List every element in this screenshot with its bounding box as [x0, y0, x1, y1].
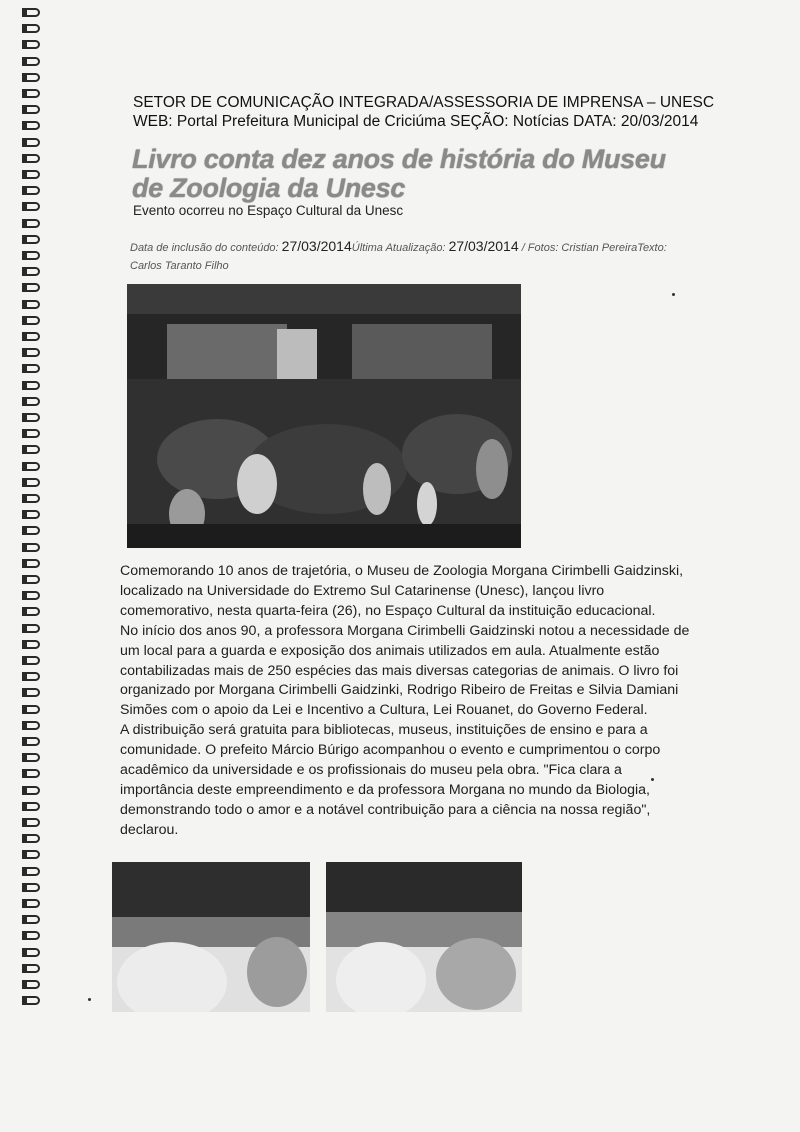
- article-paragraph: No início dos anos 90, a professora Morgana Cirimbelli Gaidzinski notou a necessidade de um local para a guarda e exposição dos animais utilizados em aula. Atualmente estão contabilizadas mais de 250 espécies das mais diversas categorias de animais. O livro foi organizado por Morgana Cirimbelli Gaidzinki, Rodrigo Ribeiro de Freitas e Silvia Damiani Simões com o apoio da Lei e Incentivo a Cultura, Lei Rouanet, do Governo Federal.: [120, 622, 690, 719]
- binding-ring: [22, 834, 40, 843]
- binding-ring: [22, 105, 40, 114]
- binding-ring: [22, 462, 40, 471]
- binding-ring: [22, 543, 40, 552]
- event-photo-left: [112, 862, 310, 1012]
- binding-ring: [22, 883, 40, 892]
- binding-ring: [22, 575, 40, 584]
- binding-ring: [22, 510, 40, 519]
- binding-ring: [22, 948, 40, 957]
- event-photo-right: [326, 862, 522, 1012]
- scan-speck: [651, 778, 654, 781]
- binding-ring: [22, 73, 40, 82]
- binding-ring: [22, 300, 40, 309]
- event-audience-image-left: [112, 862, 310, 1012]
- update-date: 27/03/2014: [448, 238, 519, 254]
- binding-ring: [22, 494, 40, 503]
- binding-ring: [22, 267, 40, 276]
- binding-ring: [22, 24, 40, 33]
- scan-speck: [672, 293, 675, 296]
- binding-ring: [22, 526, 40, 535]
- binding-ring: [22, 688, 40, 697]
- binding-ring: [22, 753, 40, 762]
- header-source-line: WEB: Portal Prefeitura Municipal de Criciúma SEÇÃO: Notícias DATA: 20/03/2014: [133, 113, 699, 130]
- binding-ring: [22, 89, 40, 98]
- scan-speck: [88, 998, 91, 1001]
- binding-ring: [22, 672, 40, 681]
- binding-ring: [22, 915, 40, 924]
- article-subtitle: Evento ocorreu no Espaço Cultural da Unesc: [133, 203, 404, 218]
- inclusion-label: Data de inclusão do conteúdo:: [130, 242, 282, 254]
- binding-ring: [22, 251, 40, 260]
- binding-ring: [22, 964, 40, 973]
- binding-ring: [22, 283, 40, 292]
- binding-ring: [22, 591, 40, 600]
- binding-ring: [22, 478, 40, 487]
- binding-ring: [22, 138, 40, 147]
- update-label: Última Atualização:: [351, 242, 449, 254]
- inclusion-date: 27/03/2014: [281, 238, 352, 254]
- article-title: Livro conta dez anos de história do Museu de Zoologia da Unesc: [132, 144, 666, 203]
- binding-ring: [22, 705, 40, 714]
- binding-ring: [22, 445, 40, 454]
- binding-ring: [22, 332, 40, 341]
- article-meta: [130, 237, 690, 275]
- binding-ring: [22, 980, 40, 989]
- binding-ring: [22, 656, 40, 665]
- binding-ring: [22, 802, 40, 811]
- photo-credit: / Fotos: Cristian Pereira: [518, 242, 638, 254]
- header-sector-line: SETOR DE COMUNICAÇÃO INTEGRADA/ASSESSORIA DE IMPRENSA – UNESC: [133, 94, 715, 111]
- binding-ring: [22, 850, 40, 859]
- binding-ring: [22, 8, 40, 17]
- binding-ring: [22, 607, 40, 616]
- binding-ring: [22, 640, 40, 649]
- binding-ring: [22, 786, 40, 795]
- binding-ring: [22, 818, 40, 827]
- binding-ring: [22, 364, 40, 373]
- event-photo-main: [127, 284, 521, 548]
- binding-ring: [22, 624, 40, 633]
- binding-ring: [22, 170, 40, 179]
- spiral-binding: [22, 8, 44, 1018]
- binding-ring: [22, 769, 40, 778]
- binding-ring: [22, 429, 40, 438]
- binding-ring: [22, 737, 40, 746]
- binding-ring: [22, 413, 40, 422]
- binding-ring: [22, 348, 40, 357]
- event-audience-image-right: [326, 862, 522, 1012]
- binding-ring: [22, 235, 40, 244]
- clipping-header: [133, 93, 733, 131]
- binding-ring: [22, 996, 40, 1005]
- text-credit: Texto: Carlos Taranto Filho: [130, 242, 667, 272]
- binding-ring: [22, 202, 40, 211]
- binding-ring: [22, 40, 40, 49]
- binding-ring: [22, 899, 40, 908]
- binding-ring: [22, 867, 40, 876]
- article-paragraph: A distribuição será gratuita para bibliotecas, museus, instituições de ensino e para a comunidade. O prefeito Márcio Búrigo acompanhou o evento e cumprimentou o corpo acadêmico da universidade e os profissionais do museu pela obra. "Fica clara a importância deste empreendimento e da professora Morgana no mundo da Biologia, demonstrando todo o amor e a notável contribuição para a ciência na nossa região", declarou.: [120, 722, 661, 838]
- binding-ring: [22, 721, 40, 730]
- binding-ring: [22, 186, 40, 195]
- binding-ring: [22, 381, 40, 390]
- binding-ring: [22, 316, 40, 325]
- event-crowd-image: [127, 284, 521, 548]
- binding-ring: [22, 219, 40, 228]
- binding-ring: [22, 121, 40, 130]
- article-paragraph: Comemorando 10 anos de trajetória, o Museu de Zoologia Morgana Cirimbelli Gaidzinski, localizado na Universidade do Extremo Sul Catarinense (Unesc), lançou livro comemorativo, nesta quarta-feira (26), no Espaço Cultural da instituição educacional.: [120, 563, 684, 619]
- binding-ring: [22, 559, 40, 568]
- binding-ring: [22, 154, 40, 163]
- article-body: [120, 562, 690, 841]
- binding-ring: [22, 397, 40, 406]
- binding-ring: [22, 931, 40, 940]
- binding-ring: [22, 57, 40, 66]
